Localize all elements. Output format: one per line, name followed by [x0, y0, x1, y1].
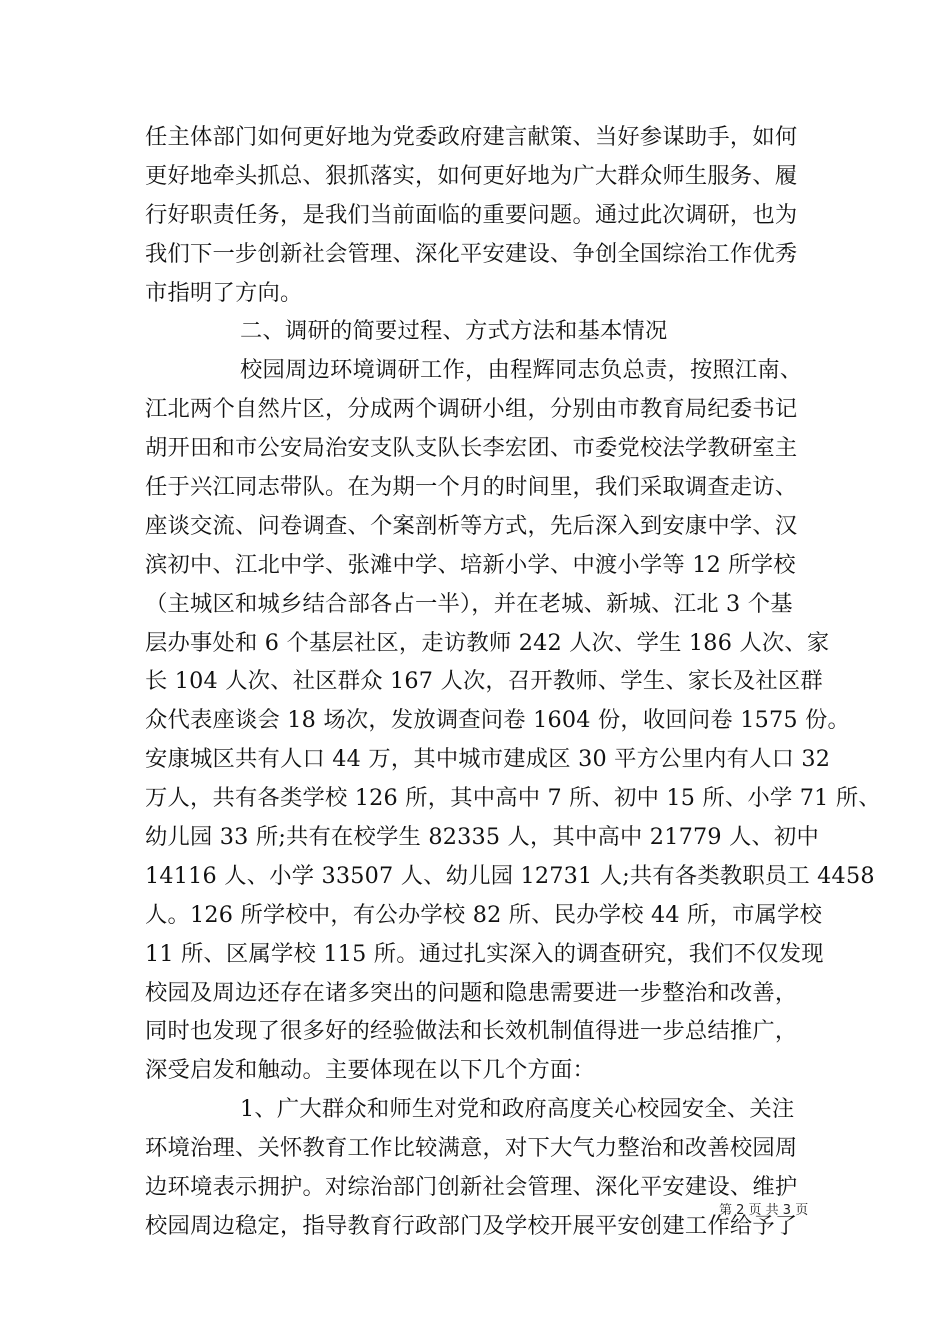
- text-line: 校园及周边还存在诸多突出的问题和隐患需要进一步整治和改善，: [145, 979, 798, 1006]
- text-line: 任主体部门如何更好地为党委政府建言献策、当好参谋助手，如何: [145, 124, 798, 150]
- text-line: 1、广大群众和师生对党和政府高度关心校园安全、关注: [240, 1096, 795, 1123]
- text-line: 胡开田和市公安局治安支队支队长李宏团、市委党校法学教研室主: [145, 435, 798, 462]
- text-line: 校园周边环境调研工作，由程辉同志负总责，按照江南、: [240, 357, 803, 384]
- text-line: 滨初中、江北中学、张滩中学、培新小学、中渡小学等 12 所学校: [145, 551, 796, 578]
- text-line: 长 104 人次、社区群众 167 人次，召开教师、学生、家长及社区群: [145, 668, 823, 695]
- text-line: 人。126 所学校中，有公办学校 82 所、民办学校 44 所，市属学校: [145, 901, 823, 928]
- text-line: 市指明了方向。: [145, 279, 303, 306]
- text-line: 江北两个自然片区，分成两个调研小组，分别由市教育局纪委书记: [145, 396, 798, 423]
- text-line: 边环境表示拥护。对综治部门创新社会管理、深化平安建设、维护: [145, 1174, 798, 1201]
- text-line: 11 所、区属学校 115 所。通过扎实深入的调查研究，我们不仅发现: [145, 940, 824, 967]
- text-line: 任于兴江同志带队。在为期一个月的时间里，我们采取调查走访、: [145, 474, 798, 501]
- text-line: 众代表座谈会 18 场次，发放调查问卷 1604 份，收回问卷 1575 份。: [145, 707, 851, 734]
- text-line: 座谈交流、问卷调查、个案剖析等方式，先后深入到安康中学、汉: [145, 512, 798, 539]
- text-line: 深受启发和触动。主要体现在以下几个方面：: [145, 1057, 595, 1084]
- text-line: 同时也发现了很多好的经验做法和长效机制值得进一步总结推广，: [145, 1018, 798, 1045]
- text-line: （主城区和城乡结合部各占一半），并在老城、新城、江北 3 个基: [145, 590, 793, 617]
- text-line: 环境治理、关怀教育工作比较满意，对下大气力整治和改善校园周: [145, 1135, 798, 1162]
- text-line: 我们下一步创新社会管理、深化平安建设、争创全国综治工作优秀: [145, 240, 798, 267]
- text-line: 校园周边稳定，指导教育行政部门及学校开展平安创建工作给予了: [145, 1212, 798, 1239]
- page-number-footer: 第 2 页 共 3 页: [719, 1203, 809, 1218]
- text-line: 幼儿园 33 所;共有在校学生 82335 人，其中高中 21779 人、初中: [145, 824, 820, 851]
- document-body: [145, 118, 881, 1246]
- text-line: 万人，共有各类学校 126 所，其中高中 7 所、初中 15 所、小学 71 所、: [145, 785, 881, 812]
- text-line: 层办事处和 6 个基层社区，走访教师 242 人次、学生 186 人次、家: [145, 629, 830, 656]
- text-line: 行好职责任务，是我们当前面临的重要问题。通过此次调研，也为: [145, 201, 798, 228]
- text-line: 安康城区共有人口 44 万，其中城市建成区 30 平方公里内有人口 32: [145, 746, 831, 773]
- text-line: 更好地牵头抓总、狠抓落实，如何更好地为广大群众师生服务、履: [145, 162, 798, 189]
- text-line: 二、调研的简要过程、方式方法和基本情况: [240, 318, 668, 345]
- text-line: 14116 人、小学 33507 人、幼儿园 12731 人;共有各类教职员工 4458: [145, 862, 875, 889]
